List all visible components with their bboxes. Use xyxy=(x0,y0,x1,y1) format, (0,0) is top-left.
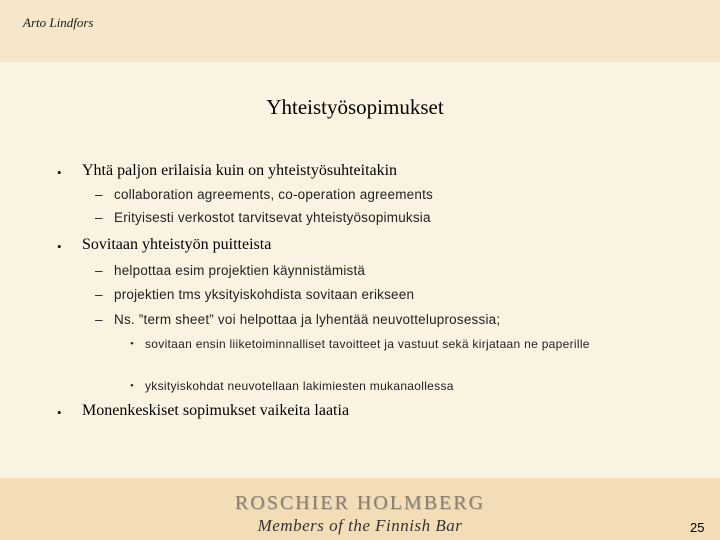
sub-sub-bullet-text: sovitaan ensin liiketoiminnalliset tavoitteet ja vastuut sekä kirjataan ne paperille xyxy=(145,337,590,351)
sub-sub-bullet-text: yksityiskohdat neuvotellaan lakimiesten mukanaollessa xyxy=(145,379,454,393)
sub-bullet-text: helpottaa esim projektien käynnistämistä xyxy=(114,263,366,278)
author-name: Arto Lindfors xyxy=(23,15,94,30)
firm-logo: ROSCHIER HOLMBERG xyxy=(234,492,486,514)
sub-bullet-text: projektien tms yksityiskohdista sovitaan erikseen xyxy=(114,287,415,302)
sub-sub-bullet-icon: • xyxy=(130,380,134,392)
bullet-text: Yhtä paljon erilaisia kuin on yhteistyösuhteitakin xyxy=(82,162,398,179)
slide-title: Yhteistyösopimukset xyxy=(266,95,444,119)
dash-icon: – xyxy=(95,187,103,202)
sub-bullet-text: Erityisesti verkostot tarvitsevat yhteistyösopimuksia xyxy=(114,210,431,225)
bullet-icon: • xyxy=(57,405,62,420)
sub-bullet-text: collaboration agreements, co-operation agreements xyxy=(114,187,433,202)
dash-icon: – xyxy=(95,263,103,278)
bullet-text: Monenkeskiset sopimukset vaikeita laatia xyxy=(82,402,350,419)
bullet-icon: • xyxy=(57,239,62,254)
dash-icon: – xyxy=(95,210,103,225)
bullet-text: Sovitaan yhteistyön puitteista xyxy=(82,236,272,253)
dash-icon: – xyxy=(95,287,103,302)
dash-icon: – xyxy=(95,312,103,327)
sub-sub-bullet-icon: • xyxy=(130,338,134,350)
page-number: 25 xyxy=(690,520,705,535)
firm-tagline: Members of the Finnish Bar xyxy=(257,516,463,535)
header-band xyxy=(0,0,720,62)
sub-bullet-text: Ns. ”term sheet” voi helpottaa ja lyhentää neuvotteluprosessia; xyxy=(114,312,501,327)
bullet-icon: • xyxy=(57,165,62,180)
